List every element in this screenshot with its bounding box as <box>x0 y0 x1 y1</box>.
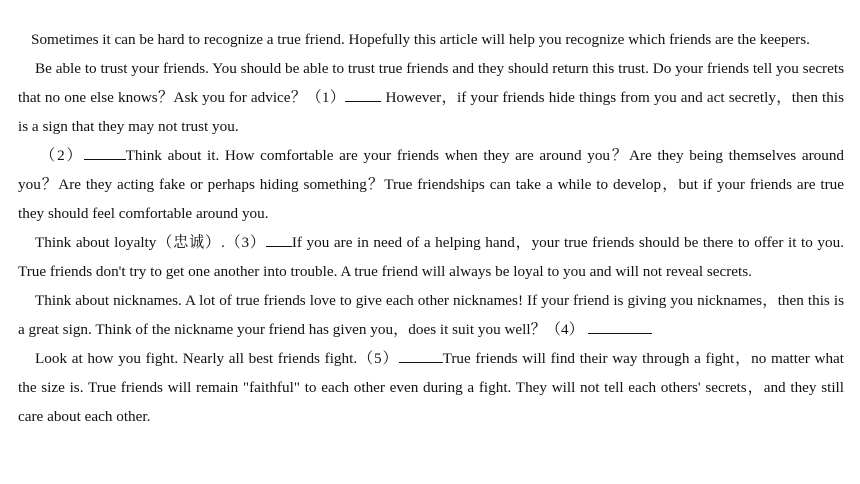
paragraph-nicknames <box>18 286 844 344</box>
paragraph-loyalty <box>18 228 844 286</box>
paragraph-loyalty-text-after: If you are in need of a helping hand，your true friends should be there to offer it to you. True friends don't try to get one another into trouble. A true friend will always be loyal to you and will not reveal secrets. <box>18 234 844 280</box>
paragraph-trust-text-after: However，if your friends hide things from you and act secretly，then this is a sign that they may not trust you. <box>18 89 844 135</box>
answer-blank-1[interactable] <box>345 87 381 102</box>
answer-blank-2[interactable] <box>84 145 126 160</box>
paragraph-comfort-text-after: Think about it. How comfortable are your friends when they are around you？Are they being themselves around you？Are they acting fake or perhaps hiding something？True friendships can take a while to develop，but if your friends are true they should feel comfortable around you. <box>18 147 845 222</box>
paragraph-trust-text-before: Be able to trust your friends. You should be able to trust true friends and they should return this trust. Do your friends tell you secrets that no one else knows？Ask you for advice？（1） <box>18 60 844 106</box>
paragraph-comfort-text-before: （2） <box>40 147 84 164</box>
paragraph-loyalty-text-before: Think about loyalty（忠诚）.（3） <box>35 234 266 251</box>
paragraph-intro <box>18 25 844 54</box>
paragraph-nicknames-text-before: Think about nicknames. A lot of true friends love to give each other nicknames! If your friend is giving you nicknames，then this is a great sign. Think of the nickname your friend has given you，does it suit you well？（4） <box>18 292 844 338</box>
answer-blank-3[interactable] <box>266 232 292 247</box>
paragraph-fight-text-before: Look at how you fight. Nearly all best friends fight.（5） <box>35 350 399 367</box>
paragraph-fight <box>18 344 844 431</box>
answer-blank-4[interactable] <box>588 319 652 334</box>
paragraph-trust <box>18 54 844 141</box>
answer-blank-5[interactable] <box>399 348 443 363</box>
article <box>18 25 844 431</box>
paragraph-intro-text: Sometimes it can be hard to recognize a true friend. Hopefully this article will help you recognize which friends are the keepers. <box>31 31 810 48</box>
paragraph-comfort <box>18 141 844 228</box>
paragraph-fight-text-after: True friends will find their way through a fight，no matter what the size is. True friends will remain "faithful" to each other even during a fight. They will not tell each others' secrets，and they still care about each other. <box>18 350 844 425</box>
